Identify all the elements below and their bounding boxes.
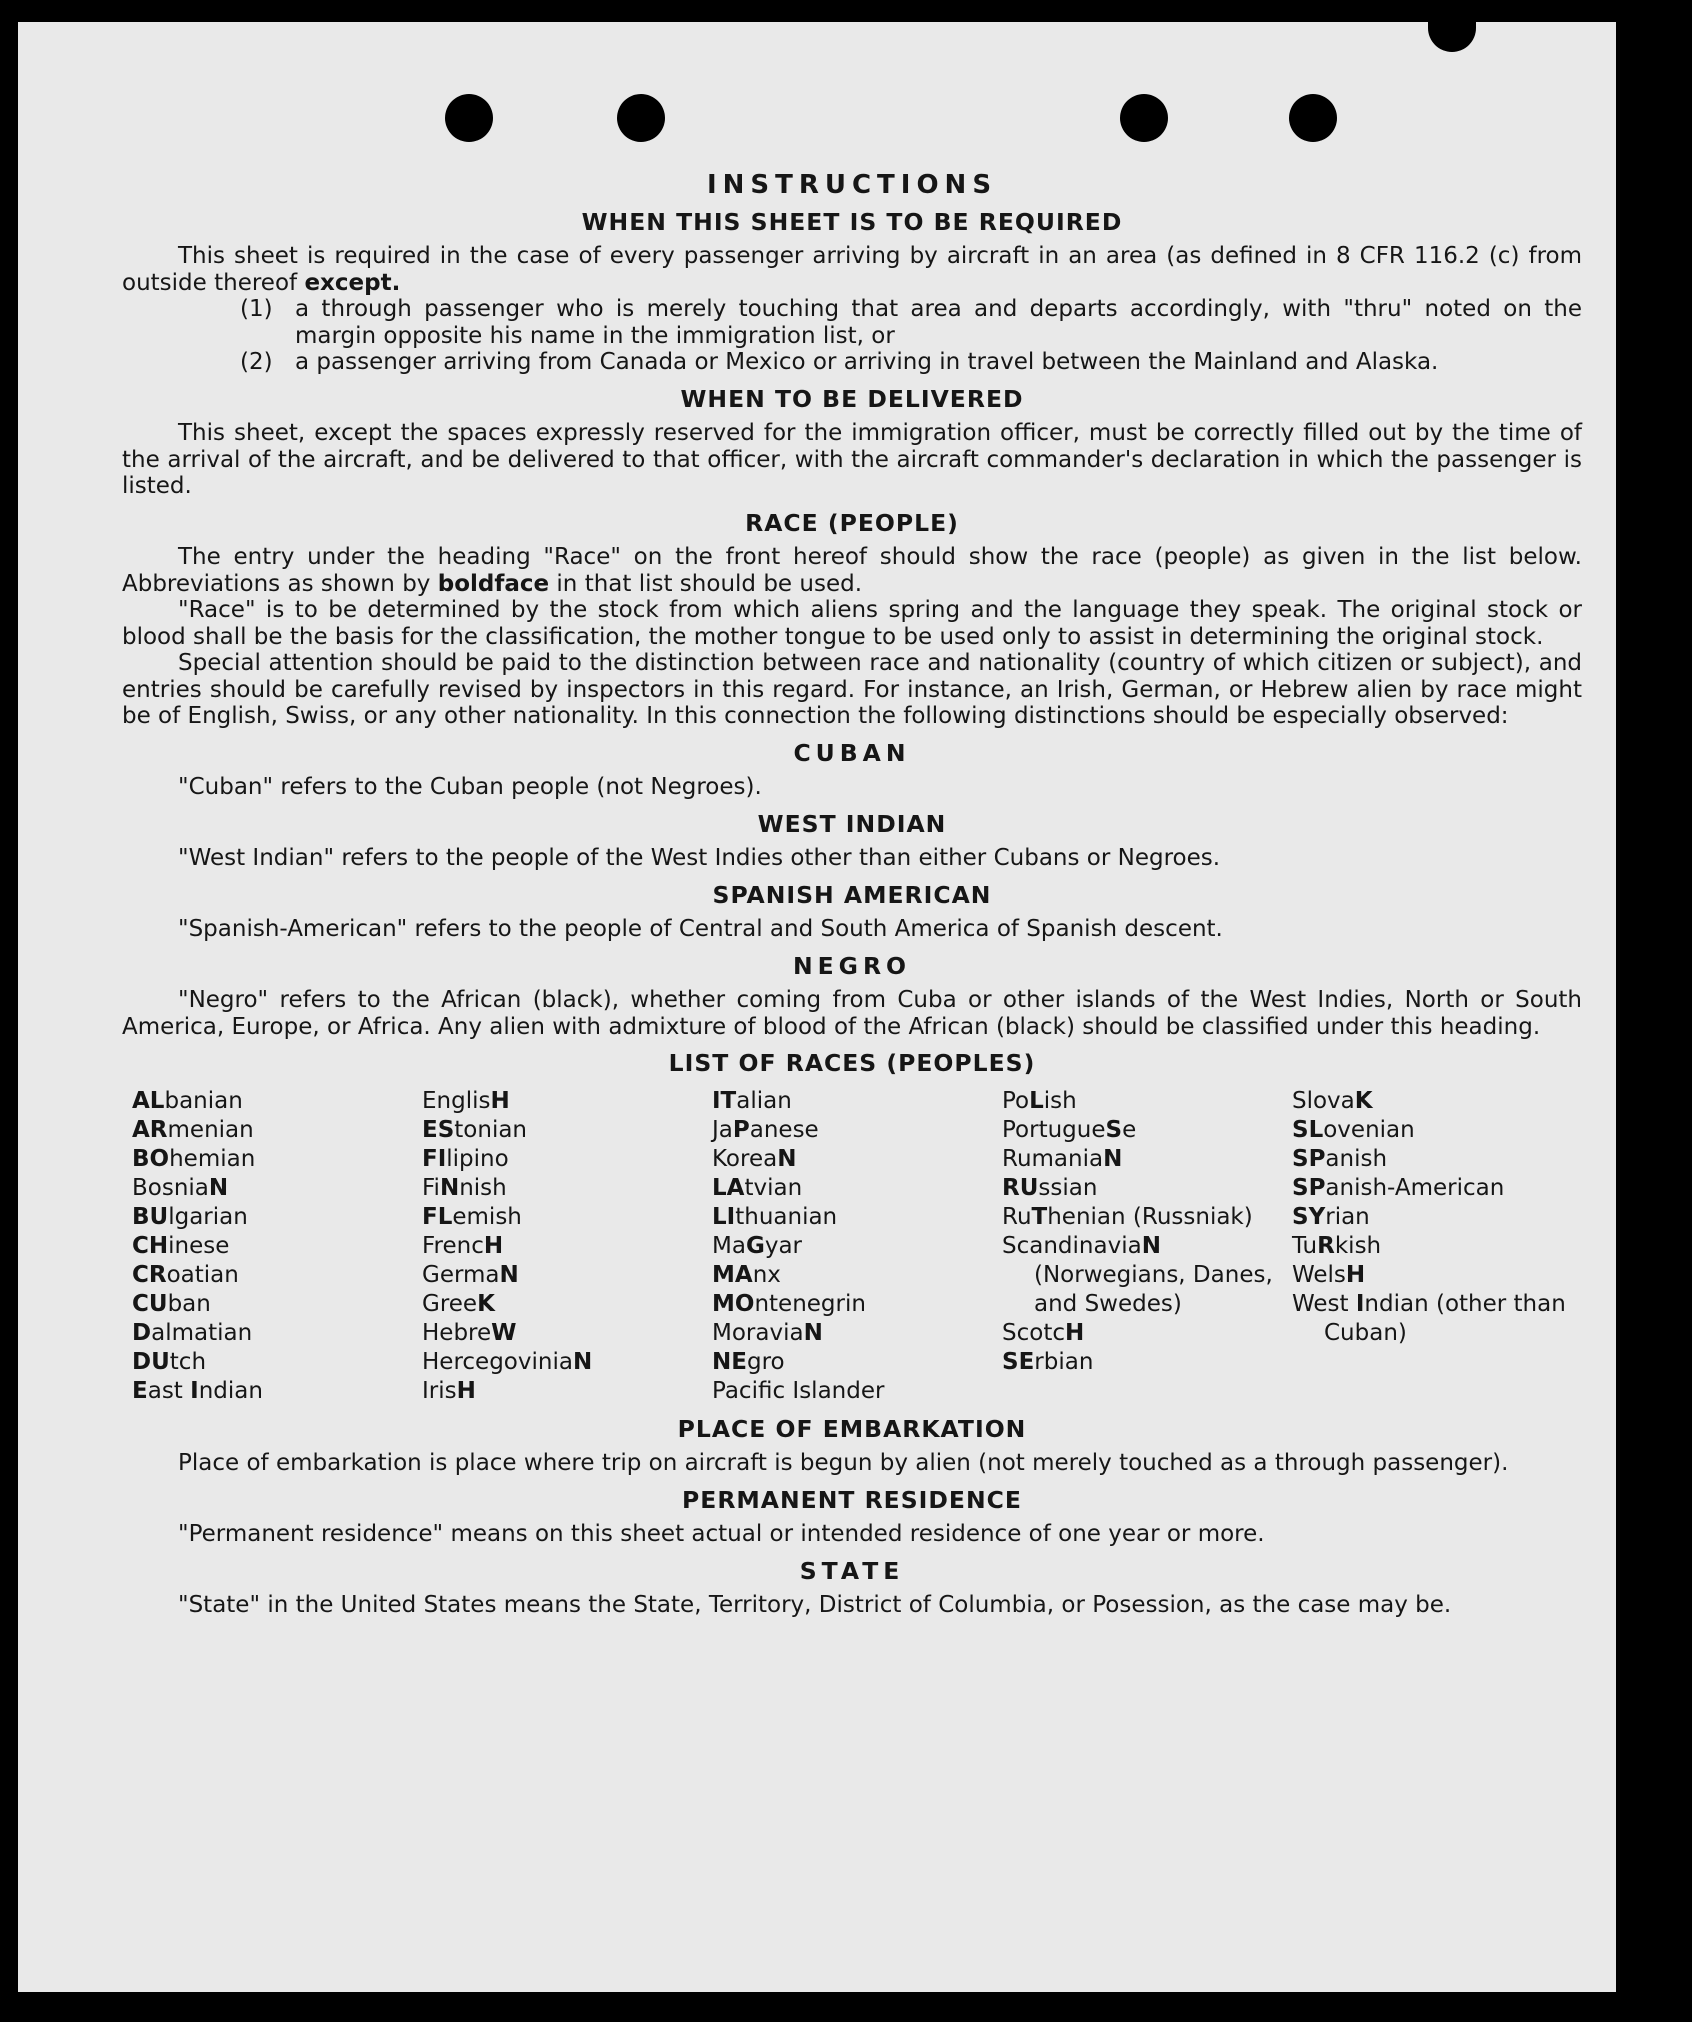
race-abbreviation: I xyxy=(1355,1290,1365,1317)
race-name-part: alian xyxy=(736,1087,792,1114)
race-abbreviation: LA xyxy=(712,1174,745,1201)
race-name-part: Ja xyxy=(712,1116,733,1143)
race-name-part: rbian xyxy=(1034,1348,1094,1375)
race-entry xyxy=(422,1261,712,1290)
races-column xyxy=(132,1087,422,1406)
race-abbreviation: SE xyxy=(1002,1348,1035,1375)
race-entry xyxy=(1002,1087,1292,1116)
race-abbreviation: DU xyxy=(132,1348,170,1375)
race-abbreviation: CU xyxy=(132,1290,168,1317)
race-name-part: ast xyxy=(147,1377,191,1404)
race-entry xyxy=(132,1319,422,1348)
race-entry xyxy=(1292,1087,1582,1116)
race-name-part: tonian xyxy=(454,1116,528,1143)
race-entry xyxy=(1002,1145,1292,1174)
race-entry xyxy=(1002,1116,1292,1145)
race-entry xyxy=(132,1377,422,1406)
race-name-part: nx xyxy=(752,1261,781,1288)
race-name-part: Slova xyxy=(1292,1087,1355,1114)
race-abbreviation: K xyxy=(1354,1087,1373,1114)
race-name-part: ndian xyxy=(198,1377,263,1404)
race-name-part: Scandinavia xyxy=(1002,1232,1142,1259)
race-abbreviation: H xyxy=(1064,1319,1085,1346)
when-delivered-text: This sheet, except the spaces expressly reserved for the immigration officer, must be correctly filled out by the time of the arrival of the aircraft, and be delivered to that officer, with the aircraft commander's declaration in which the passenger is listed. xyxy=(122,420,1582,499)
race-abbreviation: W xyxy=(491,1319,517,1346)
race-entry xyxy=(712,1087,1002,1116)
corner-notch xyxy=(1428,18,1476,52)
race-abbreviation: SP xyxy=(1292,1174,1326,1201)
race-paragraph-3: Special attention should be paid to the distinction between race and nationality (country of which citizen or subject), and entries should be carefully revised by inspectors in this regard. For instance, an Irish, German, or Hebrew alien by race might be of English, Swiss, or any other nationality. In this connection the following distinctions should be especially observed: xyxy=(122,650,1582,729)
race-name-part: ban xyxy=(167,1290,211,1317)
race-entry xyxy=(422,1145,712,1174)
heading-permanent-residence: PERMANENT RESIDENCE xyxy=(682,1485,1022,1514)
race-name-part: ssian xyxy=(1038,1174,1098,1201)
heading-cuban: CUBAN xyxy=(793,738,911,767)
race-name-part: Frenc xyxy=(422,1232,484,1259)
race-name-part: ntenegrin xyxy=(754,1290,866,1317)
race-abbreviation: N xyxy=(803,1319,823,1346)
race-name-part: anish-American xyxy=(1325,1174,1505,1201)
race-entry xyxy=(132,1087,422,1116)
race-abbreviation: SY xyxy=(1292,1203,1326,1230)
punch-hole xyxy=(617,94,665,142)
race-entry xyxy=(422,1290,712,1319)
heading-spanish-american: SPANISH AMERICAN xyxy=(712,880,992,909)
race-abbreviation: G xyxy=(745,1232,765,1259)
race-entry xyxy=(422,1348,712,1377)
race-name-part: Tu xyxy=(1292,1232,1318,1259)
page-title: INSTRUCTIONS xyxy=(706,170,998,200)
punch-hole xyxy=(1289,94,1337,142)
race-abbreviation: P xyxy=(732,1116,750,1143)
race-entry xyxy=(1002,1174,1292,1203)
race-entry xyxy=(712,1203,1002,1232)
race-abbreviation: N xyxy=(572,1348,593,1375)
race-entry xyxy=(712,1116,1002,1145)
exception-number: (2) xyxy=(240,349,273,375)
race-entry xyxy=(1002,1232,1292,1319)
races-list xyxy=(132,1087,1582,1406)
race-name-part: Iris xyxy=(422,1377,457,1404)
race-abbreviation: T xyxy=(1031,1203,1048,1230)
race-entry xyxy=(132,1174,422,1203)
race-entry xyxy=(1002,1319,1292,1348)
race-abbreviation: S xyxy=(1105,1116,1123,1143)
race-entry xyxy=(422,1116,712,1145)
race-name-part: Hebre xyxy=(422,1319,492,1346)
race-abbreviation: N xyxy=(1141,1232,1161,1259)
negro-text: "Negro" refers to the African (black), whether coming from Cuba or other islands of the West Indies, North or South America, Europe, or Africa. Any alien with admixture of blood of the African (black) should be classified under this heading. xyxy=(122,987,1582,1040)
heading-when-required: WHEN THIS SHEET IS TO BE REQUIRED xyxy=(581,207,1123,236)
when-required-intro xyxy=(122,243,1582,296)
race-entry xyxy=(1002,1203,1292,1232)
race-name-part: thuanian xyxy=(735,1203,838,1230)
race-abbreviation: AL xyxy=(132,1087,165,1114)
race-name-part: yar xyxy=(764,1232,803,1259)
race-abbreviation: CH xyxy=(132,1232,169,1259)
west-indian-text: "West Indian" refers to the people of the West Indies other than either Cubans or Negroes. xyxy=(178,845,1221,871)
race-abbreviation: CR xyxy=(132,1261,167,1288)
race-name-part: Ma xyxy=(712,1232,746,1259)
race-abbreviation: MA xyxy=(712,1261,753,1288)
race-name-part: Pacific Islander xyxy=(712,1377,885,1404)
heading-embarkation: PLACE OF EMBARKATION xyxy=(677,1414,1027,1443)
race-entry xyxy=(132,1290,422,1319)
race-name-part: Rumania xyxy=(1002,1145,1104,1172)
race-entry xyxy=(132,1203,422,1232)
race-abbreviation: AR xyxy=(132,1116,168,1143)
race-name-part: hemian xyxy=(169,1145,256,1172)
race-name-part: tch xyxy=(169,1348,207,1375)
exception-item xyxy=(240,349,1582,376)
race-abbreviation: NE xyxy=(712,1348,747,1375)
race-entry xyxy=(712,1377,1002,1406)
race-abbreviation: H xyxy=(483,1232,504,1259)
race-entry xyxy=(1002,1348,1292,1377)
race-name-part: inese xyxy=(168,1232,230,1259)
race-name-part: emish xyxy=(452,1203,522,1230)
race-paragraph-1 xyxy=(122,544,1582,597)
intro-text: This sheet is required in the case of every passenger arriving by aircraft in an area (as defined in 8 CFR 116.2 (c) from outside thereof xyxy=(122,243,1582,296)
state-text: "State" in the United States means the State, Territory, District of Columbia, or Posession, as the case may be. xyxy=(178,1592,1452,1618)
race-entry xyxy=(1292,1116,1582,1145)
race-entry xyxy=(132,1348,422,1377)
race-abbreviation: N xyxy=(777,1145,797,1172)
heading-state: STATE xyxy=(799,1556,905,1585)
race-abbreviation: N xyxy=(499,1261,519,1288)
races-column xyxy=(1292,1087,1582,1406)
races-column xyxy=(422,1087,712,1406)
race-abbreviation: L xyxy=(1029,1087,1044,1114)
race-name-part: nish xyxy=(459,1174,507,1201)
race-abbreviation: H xyxy=(490,1087,510,1114)
race-name-part: Scotc xyxy=(1002,1319,1065,1346)
race-abbreviation: R xyxy=(1317,1232,1335,1259)
race-abbreviation: I xyxy=(190,1377,199,1404)
race-name-part: tvian xyxy=(744,1174,803,1201)
heading-list-of-races: LIST OF RACES (PEOPLES) xyxy=(668,1049,1036,1077)
permanent-residence-text: "Permanent residence" means on this sheet actual or intended residence of one year or more. xyxy=(178,1521,1265,1547)
race-name-part: almatian xyxy=(151,1319,253,1346)
race-name-part: oatian xyxy=(166,1261,239,1288)
exception-number: (1) xyxy=(240,296,273,322)
race-name-part: West xyxy=(1292,1290,1356,1317)
spanish-american-text: "Spanish-American" refers to the people of Central and South America of Spanish descent. xyxy=(178,916,1223,942)
race-name-part: Po xyxy=(1002,1087,1030,1114)
race-name-part: Hercegovinia xyxy=(422,1348,573,1375)
race-name-part: Wels xyxy=(1292,1261,1346,1288)
heading-west-indian: WEST INDIAN xyxy=(757,809,947,838)
race-name-part: gro xyxy=(746,1348,785,1375)
races-column xyxy=(1002,1087,1292,1406)
race-name-part: anese xyxy=(749,1116,819,1143)
race-abbreviation: SP xyxy=(1292,1145,1326,1172)
race-abbreviation: IT xyxy=(712,1087,737,1114)
punch-hole xyxy=(1120,94,1168,142)
race-name-part: ovenian xyxy=(1323,1116,1415,1143)
heading-when-delivered: WHEN TO BE DELIVERED xyxy=(680,384,1024,413)
race-entry xyxy=(422,1232,712,1261)
heading-negro: NEGRO xyxy=(792,951,912,980)
race-entry xyxy=(1292,1145,1582,1174)
race-abbreviation: LI xyxy=(712,1203,736,1230)
race-name-part: (Norwegians, Danes, and Swedes) xyxy=(1034,1261,1273,1317)
race-abbreviation: E xyxy=(132,1377,148,1404)
race-entry xyxy=(132,1145,422,1174)
race-name-part: lipino xyxy=(446,1145,509,1172)
race-name-part: menian xyxy=(167,1116,254,1143)
race-name-part: Germa xyxy=(422,1261,500,1288)
cuban-text: "Cuban" refers to the Cuban people (not Negroes). xyxy=(178,774,762,800)
race-entry xyxy=(1292,1290,1582,1348)
race-abbreviation: H xyxy=(456,1377,476,1404)
race-entry xyxy=(1292,1174,1582,1203)
race-abbreviation: D xyxy=(132,1319,152,1346)
race-entry xyxy=(422,1087,712,1116)
exception-text: a passenger arriving from Canada or Mexico or arriving in travel between the Mainland and Alaska. xyxy=(295,349,1439,375)
race-abbreviation: N xyxy=(1103,1145,1123,1172)
race-abbreviation: ES xyxy=(422,1116,455,1143)
race-name-part: Korea xyxy=(712,1145,778,1172)
race-entry xyxy=(132,1116,422,1145)
race-name-part: anish xyxy=(1325,1145,1388,1172)
race-name-part: henian (Russniak) xyxy=(1047,1203,1253,1230)
race-name-part: e xyxy=(1122,1116,1137,1143)
intro-bold: except. xyxy=(304,269,401,296)
race-name-part: Bosnia xyxy=(132,1174,209,1201)
punch-hole xyxy=(445,94,493,142)
race-name-part: Fi xyxy=(422,1174,440,1201)
race-entry xyxy=(1292,1261,1582,1290)
race-name-part: lgarian xyxy=(168,1203,248,1230)
race-abbreviation: SL xyxy=(1292,1116,1324,1143)
race-p1-bold: boldface xyxy=(437,570,550,597)
race-entry xyxy=(132,1232,422,1261)
race-name-part: Portugue xyxy=(1002,1116,1106,1143)
race-name-part: ish xyxy=(1043,1087,1077,1114)
race-name-part: Gree xyxy=(422,1290,478,1317)
race-abbreviation: FL xyxy=(422,1203,453,1230)
heading-race: RACE (PEOPLE) xyxy=(745,508,959,537)
race-entry xyxy=(712,1290,1002,1319)
race-entry xyxy=(422,1174,712,1203)
race-entry xyxy=(132,1261,422,1290)
race-name-part: Englis xyxy=(422,1087,491,1114)
race-p1-text: in that list should be used. xyxy=(556,570,863,597)
race-abbreviation: MO xyxy=(712,1290,755,1317)
race-entry xyxy=(422,1377,712,1406)
embarkation-text: Place of embarkation is place where trip on aircraft is begun by alien (not merely touched as a through passenger). xyxy=(178,1450,1509,1476)
race-entry xyxy=(712,1348,1002,1377)
race-entry xyxy=(712,1319,1002,1348)
race-name-part: banian xyxy=(164,1087,243,1114)
race-name-part: kish xyxy=(1334,1232,1382,1259)
race-entry xyxy=(712,1232,1002,1261)
race-entry xyxy=(1292,1203,1582,1232)
race-abbreviation: BU xyxy=(132,1203,169,1230)
race-entry xyxy=(712,1261,1002,1290)
race-name-part: rian xyxy=(1325,1203,1370,1230)
race-abbreviation: FI xyxy=(422,1145,447,1172)
race-abbreviation: H xyxy=(1345,1261,1366,1288)
race-abbreviation: BO xyxy=(132,1145,170,1172)
exception-text: a through passenger who is merely touching that area and departs accordingly, with "thru" noted on the margin opposite his name in the immigration list, or xyxy=(295,296,1582,349)
race-abbreviation: K xyxy=(477,1290,495,1317)
race-name-part: Ru xyxy=(1002,1203,1032,1230)
race-name-part: ndian (other than Cuban) xyxy=(1324,1290,1566,1346)
race-entry xyxy=(422,1319,712,1348)
races-column xyxy=(712,1087,1002,1406)
race-p1-text: The entry under the heading "Race" on the front hereof should show the race (people) as given in the list below. Abbreviations as shown by xyxy=(122,544,1582,597)
race-abbreviation: N xyxy=(439,1174,460,1201)
race-abbreviation: N xyxy=(208,1174,229,1201)
race-entry xyxy=(712,1174,1002,1203)
instructions-content xyxy=(122,172,1582,1619)
race-entry xyxy=(712,1145,1002,1174)
race-entry xyxy=(422,1203,712,1232)
race-name-part: Moravia xyxy=(712,1319,804,1346)
race-abbreviation: RU xyxy=(1002,1174,1039,1201)
race-paragraph-2: "Race" is to be determined by the stock from which aliens spring and the language they speak. The original stock or blood shall be the basis for the classification, the mother tongue to be used only to assist in determining the original stock. xyxy=(122,597,1582,650)
race-entry xyxy=(1292,1232,1582,1261)
exception-item xyxy=(240,296,1582,349)
